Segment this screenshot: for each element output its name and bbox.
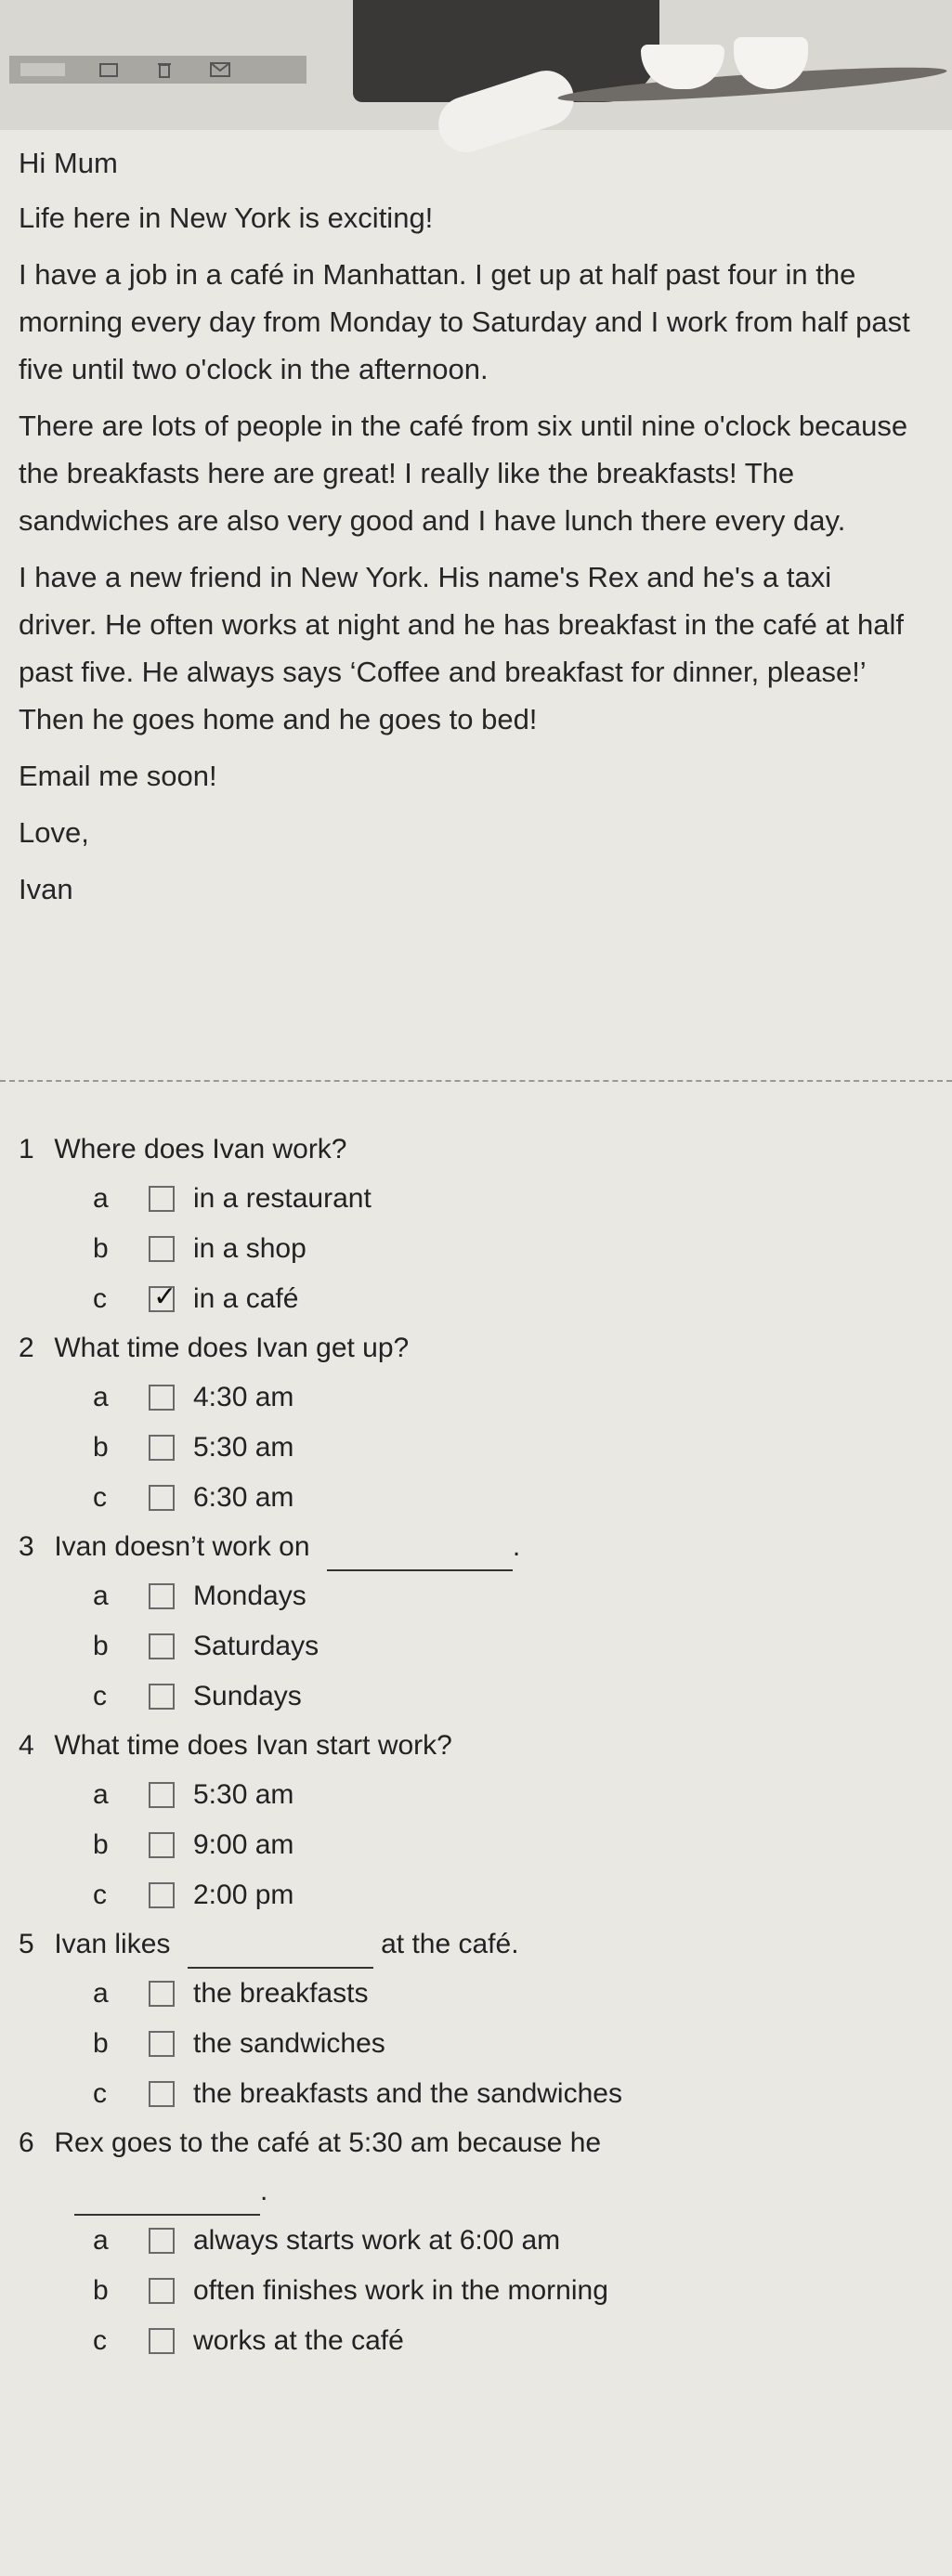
checkbox[interactable]: [149, 1832, 175, 1858]
question-text: What time does Ivan get up?: [54, 1333, 410, 1363]
answer-option[interactable]: [19, 2069, 929, 2119]
checkbox[interactable]: [149, 1633, 175, 1659]
option-text: the sandwiches: [193, 2028, 385, 2059]
answer-option[interactable]: [19, 1571, 929, 1621]
option-letter: a: [93, 1978, 109, 2009]
question-number: 2: [19, 1333, 34, 1363]
option-text: in a shop: [193, 1233, 306, 1264]
email-signoff: Love,: [19, 816, 89, 849]
option-text: in a restaurant: [193, 1183, 372, 1214]
email-paragraph: Life here in New York is exciting!: [19, 202, 434, 234]
checkbox[interactable]: [149, 2328, 175, 2354]
option-letter: c: [93, 1283, 107, 1314]
question-number: 3: [19, 1531, 34, 1562]
answer-option[interactable]: [19, 1621, 929, 1672]
option-text: always starts work at 6:00 am: [193, 2225, 561, 2256]
answer-option[interactable]: [19, 1373, 929, 1423]
answer-option[interactable]: [19, 1672, 929, 1722]
answer-blank: [74, 2186, 260, 2216]
question-number: 1: [19, 1134, 34, 1164]
option-text: often finishes work in the morning: [193, 2275, 608, 2306]
checkbox[interactable]: [149, 1485, 175, 1511]
option-letter: c: [93, 1681, 107, 1711]
question-text: Where does Ivan work?: [54, 1134, 347, 1164]
email-body: [19, 139, 910, 922]
checkmark-icon: ✓: [153, 1281, 177, 1312]
question-suffix: .: [512, 1531, 521, 1562]
option-letter: b: [93, 1233, 109, 1264]
option-letter: b: [93, 1631, 109, 1661]
answer-option[interactable]: [19, 1770, 929, 1820]
checkbox[interactable]: [149, 2081, 175, 2107]
option-letter: b: [93, 1829, 109, 1860]
question-number: 6: [19, 2127, 34, 2158]
question-number: 4: [19, 1730, 34, 1761]
answer-option[interactable]: [19, 2316, 929, 2366]
question: [19, 1722, 929, 1920]
option-letter: b: [93, 2275, 109, 2306]
email-toolbar: [9, 56, 306, 84]
option-text: Mondays: [193, 1581, 306, 1611]
quiz-section: [19, 1125, 929, 2366]
option-text: Saturdays: [193, 1631, 320, 1661]
checkbox[interactable]: [149, 1186, 175, 1212]
option-letter: c: [93, 2078, 107, 2109]
question-text: What time does Ivan start work?: [54, 1730, 452, 1761]
option-text: 5:30 am: [193, 1779, 294, 1810]
mail-icon[interactable]: [97, 60, 121, 79]
question: [19, 1324, 929, 1523]
checkbox[interactable]: [149, 2228, 175, 2254]
option-text: 5:30 am: [193, 1432, 294, 1463]
option-letter: b: [93, 2028, 109, 2059]
option-text: 9:00 am: [193, 1829, 294, 1860]
divider: [0, 1080, 952, 1082]
option-letter: c: [93, 2325, 107, 2356]
answer-option[interactable]: [19, 1820, 929, 1870]
email-signature: Ivan: [19, 873, 73, 905]
checkbox-checked[interactable]: [149, 1281, 177, 1312]
email-paragraph: I have a new friend in New York. His name's Rex and he's a taxi driver. He often works at night and he has breakfast in the café at half past five. He always says ‘Coffee and breakfast for dinner, please!’ Then he goes home and he goes to bed!: [19, 561, 904, 735]
checkbox[interactable]: [149, 2278, 175, 2304]
option-text: works at the café: [193, 2325, 404, 2356]
answer-option[interactable]: [19, 1174, 929, 1224]
answer-option[interactable]: [19, 1274, 929, 1324]
email-paragraph: I have a job in a café in Manhattan. I get up at half past four in the morning every day from Monday to Saturday and I work from half past five until two o'clock in the afternoon.: [19, 258, 910, 385]
option-letter: c: [93, 1482, 107, 1513]
question-text: Ivan likes: [54, 1929, 171, 1959]
checkbox[interactable]: [149, 1981, 175, 2007]
answer-option[interactable]: [19, 2216, 929, 2266]
question: [19, 2119, 929, 2366]
answer-option[interactable]: [19, 2019, 929, 2069]
checkbox[interactable]: [149, 1583, 175, 1609]
answer-option[interactable]: [19, 1473, 929, 1523]
question-suffix: at the café.: [381, 1929, 519, 1959]
option-letter: a: [93, 1382, 109, 1412]
toolbar-field[interactable]: [20, 63, 65, 76]
checkbox[interactable]: [149, 1236, 175, 1262]
trash-icon[interactable]: [152, 60, 176, 79]
option-text: the breakfasts: [193, 1978, 369, 2009]
question-text: Ivan doesn’t work on: [54, 1531, 310, 1562]
option-letter: a: [93, 2225, 109, 2256]
envelope-icon[interactable]: [208, 60, 232, 79]
checkbox[interactable]: [149, 1882, 175, 1908]
question-number: 5: [19, 1929, 34, 1959]
answer-option[interactable]: [19, 1870, 929, 1920]
answer-option[interactable]: [19, 1224, 929, 1274]
option-letter: b: [93, 1432, 109, 1463]
checkbox[interactable]: [149, 1435, 175, 1461]
option-text: 6:30 am: [193, 1482, 294, 1513]
option-text: Sundays: [193, 1681, 302, 1711]
question: [19, 1125, 929, 1324]
email-greeting: Hi Mum: [19, 147, 118, 179]
option-text: the breakfasts and the sandwiches: [193, 2078, 622, 2109]
question-suffix: .: [260, 2176, 268, 2206]
option-text: 4:30 am: [193, 1382, 294, 1412]
option-letter: a: [93, 1183, 109, 1214]
answer-option[interactable]: [19, 1969, 929, 2019]
option-letter: c: [93, 1880, 107, 1910]
email-paragraph: Email me soon!: [19, 760, 217, 792]
option-letter: a: [93, 1581, 109, 1611]
question-text: Rex goes to the café at 5:30 am because he: [54, 2127, 602, 2158]
option-text: 2:00 pm: [193, 1880, 294, 1910]
answer-blank: [327, 1542, 513, 1571]
checkbox[interactable]: [149, 1385, 175, 1411]
option-letter: a: [93, 1779, 109, 1810]
answer-blank-line: [19, 2167, 929, 2216]
checkbox[interactable]: [149, 2031, 175, 2057]
question: [19, 1920, 929, 2119]
checkbox[interactable]: [149, 1684, 175, 1710]
email-paragraph: There are lots of people in the café from six until nine o'clock because the breakfasts here are great! I really like the breakfasts! The sandwiches are also very good and I have lunch there every day.: [19, 410, 908, 537]
answer-option[interactable]: [19, 1423, 929, 1473]
option-text: in a café: [193, 1283, 299, 1314]
checkbox[interactable]: [149, 1782, 175, 1808]
question: [19, 1523, 929, 1722]
answer-blank: [188, 1939, 373, 1969]
answer-option[interactable]: [19, 2266, 929, 2316]
